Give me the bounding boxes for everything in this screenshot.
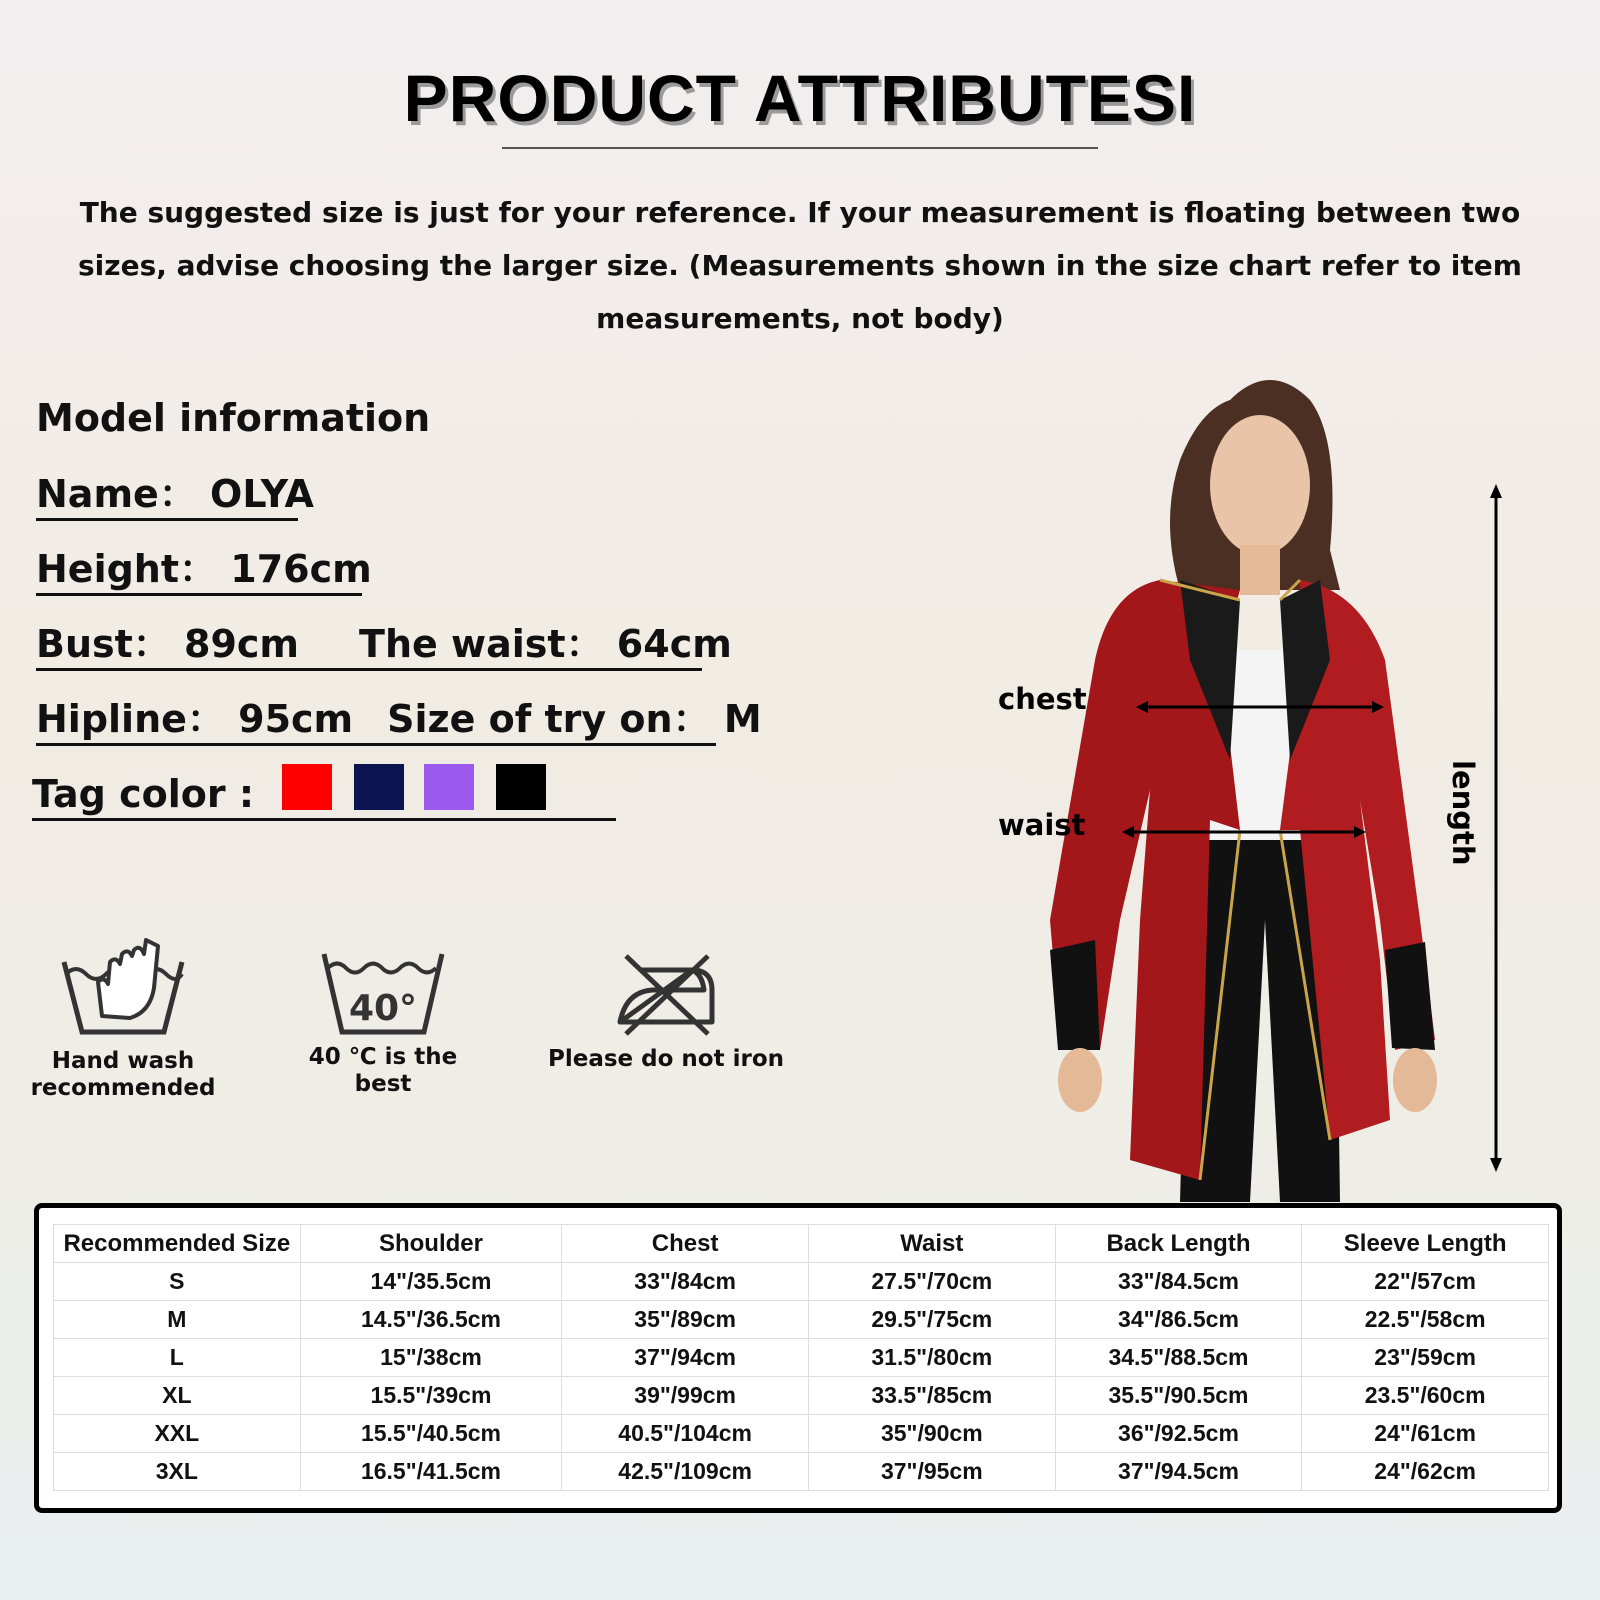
table-cell: 14.5"/36.5cm <box>300 1301 562 1339</box>
wash-40-degrees-icon <box>320 950 446 1036</box>
care-no-iron <box>546 950 786 1073</box>
table-cell: 23.5"/60cm <box>1302 1377 1549 1415</box>
table-cell: 33.5"/85cm <box>808 1377 1055 1415</box>
table-cell: 15.5"/40.5cm <box>300 1415 562 1453</box>
size-table <box>53 1224 1549 1491</box>
table-cell: 37"/95cm <box>808 1453 1055 1491</box>
model-bust-waist <box>36 622 732 671</box>
table-row <box>54 1339 1549 1377</box>
table-cell: 27.5"/70cm <box>808 1263 1055 1301</box>
table-cell: 3XL <box>54 1453 301 1491</box>
table-row <box>54 1453 1549 1491</box>
care-temperature <box>278 950 488 1098</box>
chest-arrow-left-icon <box>1136 701 1148 713</box>
wash-temp-text: 40° <box>348 988 418 1029</box>
care-hand-wash <box>28 932 218 1102</box>
hand-wash-label: Hand wash recommended <box>30 1048 216 1101</box>
hand-wash-icon <box>58 932 188 1040</box>
table-cell: 35"/89cm <box>562 1301 809 1339</box>
length-arrow-up-icon <box>1490 484 1502 498</box>
model-hipline: Hipline： 95cm <box>36 697 354 741</box>
tag-color-swatch-purple[interactable] <box>424 764 474 810</box>
table-cell: 22"/57cm <box>1302 1263 1549 1301</box>
table-cell: 36"/92.5cm <box>1055 1415 1302 1453</box>
column-header: Waist <box>808 1225 1055 1263</box>
tag-color-swatch-black[interactable] <box>496 764 546 810</box>
model-waist: The waist： 64cm <box>359 622 732 666</box>
table-row <box>54 1263 1549 1301</box>
chest-arrow-right-icon <box>1372 701 1384 713</box>
column-header: Back Length <box>1055 1225 1302 1263</box>
table-cell: 14"/35.5cm <box>300 1263 562 1301</box>
length-label: length <box>1446 760 1480 866</box>
table-cell: S <box>54 1263 301 1301</box>
column-header: Shoulder <box>300 1225 562 1263</box>
model-name: Name： OLYA <box>36 472 298 521</box>
size-advice-text: The suggested size is just for your reference. If your measurement is floating between two sizes, advise choosing the larger size. (Measurements shown in the size chart refer to item measurements, not body) <box>78 196 1522 335</box>
table-cell: 34"/86.5cm <box>1055 1301 1302 1339</box>
table-cell: 35"/90cm <box>808 1415 1055 1453</box>
table-row <box>54 1301 1549 1339</box>
table-header-row <box>54 1225 1549 1263</box>
model-bust: Bust： 89cm <box>36 622 300 666</box>
title-divider <box>502 147 1098 149</box>
table-cell: XL <box>54 1377 301 1415</box>
column-header: Sleeve Length <box>1302 1225 1549 1263</box>
table-cell: 37"/94.5cm <box>1055 1453 1302 1491</box>
page-title: PRODUCT ATTRIBUTESI <box>403 61 1197 135</box>
table-cell: 15.5"/39cm <box>300 1377 562 1415</box>
table-cell: 24"/61cm <box>1302 1415 1549 1453</box>
no-iron-label: Please do not iron <box>547 1046 784 1072</box>
table-cell: XXL <box>54 1415 301 1453</box>
table-cell: 33"/84cm <box>562 1263 809 1301</box>
table-cell: 42.5"/109cm <box>562 1453 809 1491</box>
model-height: Height： 176cm <box>36 547 362 596</box>
column-header: Recommended Size <box>54 1225 301 1263</box>
length-arrow-down-icon <box>1490 1158 1502 1172</box>
model-info-heading: Model information <box>36 396 431 440</box>
table-cell: 31.5"/80cm <box>808 1339 1055 1377</box>
tag-color-label: Tag color : <box>32 772 616 821</box>
table-cell: 15"/38cm <box>300 1339 562 1377</box>
table-cell: 22.5"/58cm <box>1302 1301 1549 1339</box>
waist-arrow-right-icon <box>1354 826 1366 838</box>
table-cell: 34.5"/88.5cm <box>1055 1339 1302 1377</box>
column-header: Chest <box>562 1225 809 1263</box>
tag-color-swatch-red[interactable] <box>282 764 332 810</box>
table-cell: M <box>54 1301 301 1339</box>
table-row <box>54 1377 1549 1415</box>
table-cell: L <box>54 1339 301 1377</box>
table-cell: 39"/99cm <box>562 1377 809 1415</box>
table-cell: 40.5"/104cm <box>562 1415 809 1453</box>
table-cell: 37"/94cm <box>562 1339 809 1377</box>
waist-arrow-left-icon <box>1122 826 1134 838</box>
table-row <box>54 1415 1549 1453</box>
table-cell: 23"/59cm <box>1302 1339 1549 1377</box>
model-hip-tryon <box>36 697 762 746</box>
table-cell: 16.5"/41.5cm <box>300 1453 562 1491</box>
table-cell: 33"/84.5cm <box>1055 1263 1302 1301</box>
temperature-label: 40 ℃ is the best <box>308 1044 458 1097</box>
table-cell: 35.5"/90.5cm <box>1055 1377 1302 1415</box>
do-not-iron-icon <box>612 950 720 1038</box>
tag-color-swatch-navy[interactable] <box>354 764 404 810</box>
table-cell: 29.5"/75cm <box>808 1301 1055 1339</box>
model-try-on-size: Size of try on： M <box>387 697 762 741</box>
chest-label: chest <box>998 682 1087 716</box>
table-cell: 24"/62cm <box>1302 1453 1549 1491</box>
waist-label: waist <box>998 808 1086 842</box>
size-chart <box>34 1203 1562 1513</box>
